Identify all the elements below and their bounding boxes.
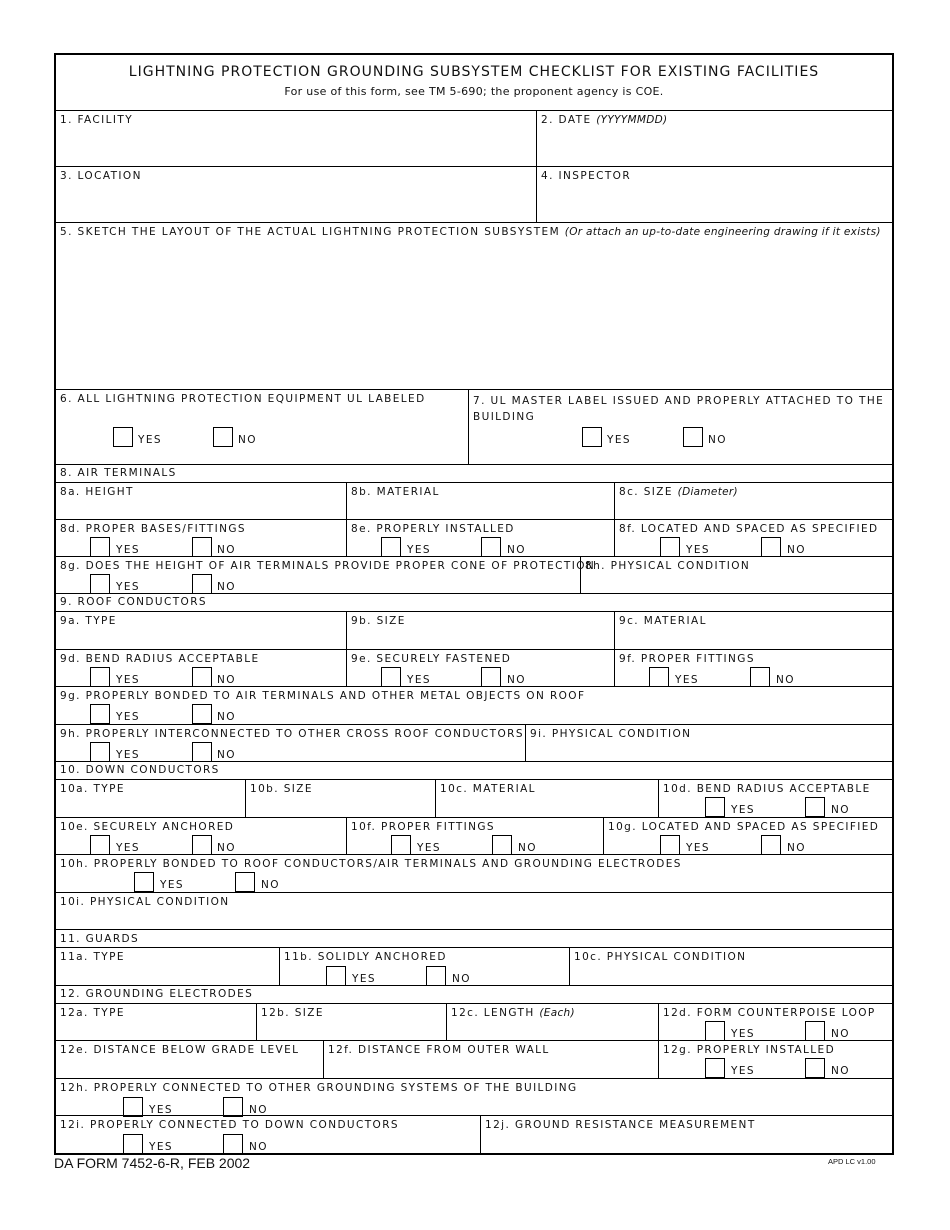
air-terminal-condition-field[interactable] [581,557,892,594]
down-conductor-material-field[interactable] [436,780,659,818]
bonded-roof-conductors-field: 10h. PROPERLY BONDED TO ROOF CONDUCTORS/AIR TERMINALS AND GROUNDING ELECTRODES YES NO [56,855,892,893]
roof-conductor-size-field[interactable] [347,612,615,650]
ul-master-label-field: 7. UL MASTER LABEL ISSUED AND PROPERLY ATTACHED TO THE BUILDING YES NO [469,390,892,465]
down-condition-field[interactable] [56,893,892,930]
down-conductor-size-field[interactable] [246,780,436,818]
sketch-area[interactable] [56,223,892,390]
electrode-length-label: 12c. LENGTH [451,1007,535,1019]
ground-resistance-label: 12j. GROUND RESISTANCE MEASUREMENT [485,1119,756,1131]
guard-type-label: 11a. TYPE [60,951,125,963]
electrode-length-note: (Each) [539,1007,575,1019]
checkbox[interactable] [192,667,212,687]
electrode-type-label: 12a. TYPE [60,1007,125,1019]
checkbox[interactable] [391,835,411,855]
checkbox[interactable] [660,835,680,855]
checkbox[interactable] [134,872,154,892]
guard-condition-field[interactable] [570,948,892,986]
form-title: LIGHTNING PROTECTION GROUNDING SUBSYSTEM CHECKLIST FOR EXISTING FACILITIES [128,64,820,80]
electrode-type-field[interactable] [56,1004,257,1041]
bonded-air-terminals-field: 9g. PROPERLY BONDED TO AIR TERMINALS AND OTHER METAL OBJECTS ON ROOF YES NO [56,687,892,725]
checkbox[interactable] [805,1021,825,1041]
electrode-installed-field: 12g. PROPERLY INSTALLED YES NO [659,1041,892,1079]
section-guards [56,930,892,948]
air-terminal-height-label: 8a. HEIGHT [60,486,134,498]
checkbox[interactable] [761,537,781,557]
checkbox[interactable] [381,667,401,687]
counterpoise-loop-label: 12d. FORM COUNTERPOISE LOOP [663,1007,876,1019]
checkbox[interactable] [492,835,512,855]
distance-outer-wall-field[interactable] [324,1041,659,1079]
roof-condition-field[interactable] [526,725,892,762]
section-grounding-electrodes [56,986,892,1004]
checkbox[interactable] [123,1134,143,1154]
checkbox[interactable] [660,537,680,557]
section-air-terminals [56,465,892,483]
sketch-note: (Or attach an up-to-date engineering drawing if it exists) [564,226,881,238]
checkbox[interactable] [649,667,669,687]
section-guards-label: 11. GUARDS [60,933,140,945]
down-conductor-type-field[interactable] [56,780,246,818]
checkbox[interactable] [381,537,401,557]
checkbox[interactable] [582,427,602,447]
down-located-spaced-field: 10g. LOCATED AND SPACED AS SPECIFIED YES NO [604,818,892,855]
ul-master-label-label: 7. UL MASTER LABEL ISSUED AND PROPERLY ATTACHED TO THE BUILDING [473,395,885,423]
down-bend-radius-field: 10d. BEND RADIUS ACCEPTABLE YES NO [659,780,892,818]
distance-outer-wall-label: 12f. DISTANCE FROM OUTER WALL [328,1044,550,1056]
section-air-terminals-label: 8. AIR TERMINALS [60,467,177,479]
distance-below-grade-field[interactable] [56,1041,324,1079]
guard-condition-label: 10c. PHYSICAL CONDITION [574,951,747,963]
ground-resistance-field[interactable] [481,1116,892,1153]
down-conductor-connection-label: 12i. PROPERLY CONNECTED TO DOWN CONDUCTORS [60,1119,399,1131]
securely-fastened-field: 9e. SECURELY FASTENED YES NO [347,650,615,687]
solidly-anchored-label: 11b. SOLIDLY ANCHORED [284,951,447,963]
air-terminal-size-label: 8c. SIZE [619,486,673,498]
checkbox[interactable] [481,667,501,687]
down-located-spaced-label: 10g. LOCATED AND SPACED AS SPECIFIED [608,821,880,833]
checkbox[interactable] [805,1058,825,1078]
checkbox[interactable] [90,667,110,687]
air-terminal-size-field[interactable] [615,483,892,520]
roof-proper-fittings-field: 9f. PROPER FITTINGS YES NO [615,650,892,687]
down-bend-radius-label: 10d. BEND RADIUS ACCEPTABLE [663,783,871,795]
roof-conductor-type-label: 9a. TYPE [60,615,117,627]
checkbox[interactable] [223,1134,243,1154]
securely-anchored-field: 10e. SECURELY ANCHORED YES NO [56,818,347,855]
checkbox[interactable] [705,1021,725,1041]
proper-bases-label: 8d. PROPER BASES/FITTINGS [60,523,246,535]
ul-labeled-field: 6. ALL LIGHTNING PROTECTION EQUIPMENT UL LABELED YES NO [56,390,469,465]
checkbox[interactable] [705,797,725,817]
air-terminal-material-field[interactable] [347,483,615,520]
form-number: DA FORM 7452-6-R, FEB 2002 [54,1155,251,1171]
checkbox[interactable] [90,835,110,855]
checkbox[interactable] [192,704,212,724]
checkbox[interactable] [113,427,133,447]
other-grounding-label: 12h. PROPERLY CONNECTED TO OTHER GROUNDING SYSTEMS OF THE BUILDING [60,1082,578,1094]
checkbox[interactable] [326,966,346,986]
checkbox[interactable] [192,574,212,594]
down-proper-fittings-label: 10f. PROPER FITTINGS [351,821,495,833]
checkbox[interactable] [683,427,703,447]
air-terminal-size-note: (Diameter) [677,486,738,498]
bonded-roof-conductors-label: 10h. PROPERLY BONDED TO ROOF CONDUCTORS/AIR TERMINALS AND GROUNDING ELECTRODES [60,858,682,870]
checkbox[interactable] [235,872,255,892]
roof-conductor-type-field[interactable] [56,612,347,650]
checkbox[interactable] [805,797,825,817]
checkbox[interactable] [192,742,212,762]
electrode-installed-label: 12g. PROPERLY INSTALLED [663,1044,836,1056]
form-header [56,55,892,111]
cone-of-protection-label: 8g. DOES THE HEIGHT OF AIR TERMINALS PROVIDE PROPER CONE OF PROTECTION [60,560,596,572]
inspector-label: 4. INSPECTOR [541,170,632,182]
roof-proper-fittings-label: 9f. PROPER FITTINGS [619,653,755,665]
section-roof-conductors [56,594,892,612]
roof-conductor-size-label: 9b. SIZE [351,615,406,627]
checkbox[interactable] [223,1097,243,1117]
down-conductor-size-label: 10b. SIZE [250,783,313,795]
checkbox[interactable] [90,704,110,724]
facility-label: 1. FACILITY [60,114,134,126]
checkbox[interactable] [213,427,233,447]
down-conductor-connection-field: 12i. PROPERLY CONNECTED TO DOWN CONDUCTORS YES NO [56,1116,481,1153]
solidly-anchored-field: 11b. SOLIDLY ANCHORED YES NO [280,948,570,986]
checkbox[interactable] [90,574,110,594]
date-label: 2. DATE [541,114,592,126]
electrode-size-label: 12b. SIZE [261,1007,324,1019]
electrode-length-field[interactable] [447,1004,659,1041]
other-grounding-field: 12h. PROPERLY CONNECTED TO OTHER GROUNDING SYSTEMS OF THE BUILDING YES NO [56,1079,892,1116]
section-grounding-electrodes-label: 12. GROUNDING ELECTRODES [60,988,254,1000]
section-down-conductors [56,762,892,780]
cone-of-protection-field: 8g. DOES THE HEIGHT OF AIR TERMINALS PROVIDE PROPER CONE OF PROTECTION YES NO [56,557,581,594]
inspector-field[interactable] [537,167,892,223]
down-conductor-material-label: 10c. MATERIAL [440,783,536,795]
down-condition-label: 10i. PHYSICAL CONDITION [60,896,230,908]
down-proper-fittings-field: 10f. PROPER FITTINGS YES NO [347,818,604,855]
section-down-conductors-label: 10. DOWN CONDUCTORS [60,764,220,776]
section-roof-conductors-label: 9. ROOF CONDUCTORS [60,596,207,608]
securely-fastened-label: 9e. SECURELY FASTENED [351,653,512,665]
roof-condition-label: 9i. PHYSICAL CONDITION [530,728,692,740]
air-terminal-material-label: 8b. MATERIAL [351,486,440,498]
properly-installed-field: 8e. PROPERLY INSTALLED YES NO [347,520,615,557]
distance-below-grade-label: 12e. DISTANCE BELOW GRADE LEVEL [60,1044,300,1056]
checkbox[interactable] [426,966,446,986]
interconnected-label: 9h. PROPERLY INTERCONNECTED TO OTHER CROSS ROOF CONDUCTORS [60,728,524,740]
roof-bend-radius-label: 9d. BEND RADIUS ACCEPTABLE [60,653,260,665]
checkbox[interactable] [705,1058,725,1078]
location-field[interactable] [56,167,537,223]
date-field[interactable] [537,111,892,167]
location-label: 3. LOCATION [60,170,142,182]
checkbox[interactable] [481,537,501,557]
roof-conductor-material-label: 9c. MATERIAL [619,615,707,627]
roof-bend-radius-field: 9d. BEND RADIUS ACCEPTABLE YES NO [56,650,347,687]
checklist-form [54,53,894,1155]
facility-field[interactable] [56,111,537,167]
sketch-label: 5. SKETCH THE LAYOUT OF THE ACTUAL LIGHTNING PROTECTION SUBSYSTEM [60,226,561,238]
ul-labeled-label: 6. ALL LIGHTNING PROTECTION EQUIPMENT UL LABELED [60,393,426,405]
roof-conductor-material-field[interactable] [615,612,892,650]
form-version: APD LC v1.00 [828,1157,876,1166]
form-subtitle: For use of this form, see TM 5-690; the proponent agency is COE. [284,85,664,98]
checkbox[interactable] [750,667,770,687]
air-terminal-height-field[interactable] [56,483,347,520]
checkbox[interactable] [123,1097,143,1117]
checkbox[interactable] [90,537,110,557]
proper-bases-field: 8d. PROPER BASES/FITTINGS YES NO [56,520,347,557]
checkbox[interactable] [90,742,110,762]
bonded-air-terminals-label: 9g. PROPERLY BONDED TO AIR TERMINALS AND OTHER METAL OBJECTS ON ROOF [60,690,586,702]
interconnected-field: 9h. PROPERLY INTERCONNECTED TO OTHER CROSS ROOF CONDUCTORS YES NO [56,725,526,762]
date-format-note: (YYYYMMDD) [596,114,668,126]
air-terminal-condition-label: 8h. PHYSICAL CONDITION [585,560,751,572]
located-spaced-field: 8f. LOCATED AND SPACED AS SPECIFIED YES NO [615,520,892,557]
properly-installed-label: 8e. PROPERLY INSTALLED [351,523,515,535]
checkbox[interactable] [761,835,781,855]
securely-anchored-label: 10e. SECURELY ANCHORED [60,821,235,833]
counterpoise-loop-field: 12d. FORM COUNTERPOISE LOOP YES NO [659,1004,892,1041]
checkbox[interactable] [192,537,212,557]
guard-type-field[interactable] [56,948,280,986]
electrode-size-field[interactable] [257,1004,447,1041]
down-conductor-type-label: 10a. TYPE [60,783,125,795]
checkbox[interactable] [192,835,212,855]
located-spaced-label: 8f. LOCATED AND SPACED AS SPECIFIED [619,523,879,535]
